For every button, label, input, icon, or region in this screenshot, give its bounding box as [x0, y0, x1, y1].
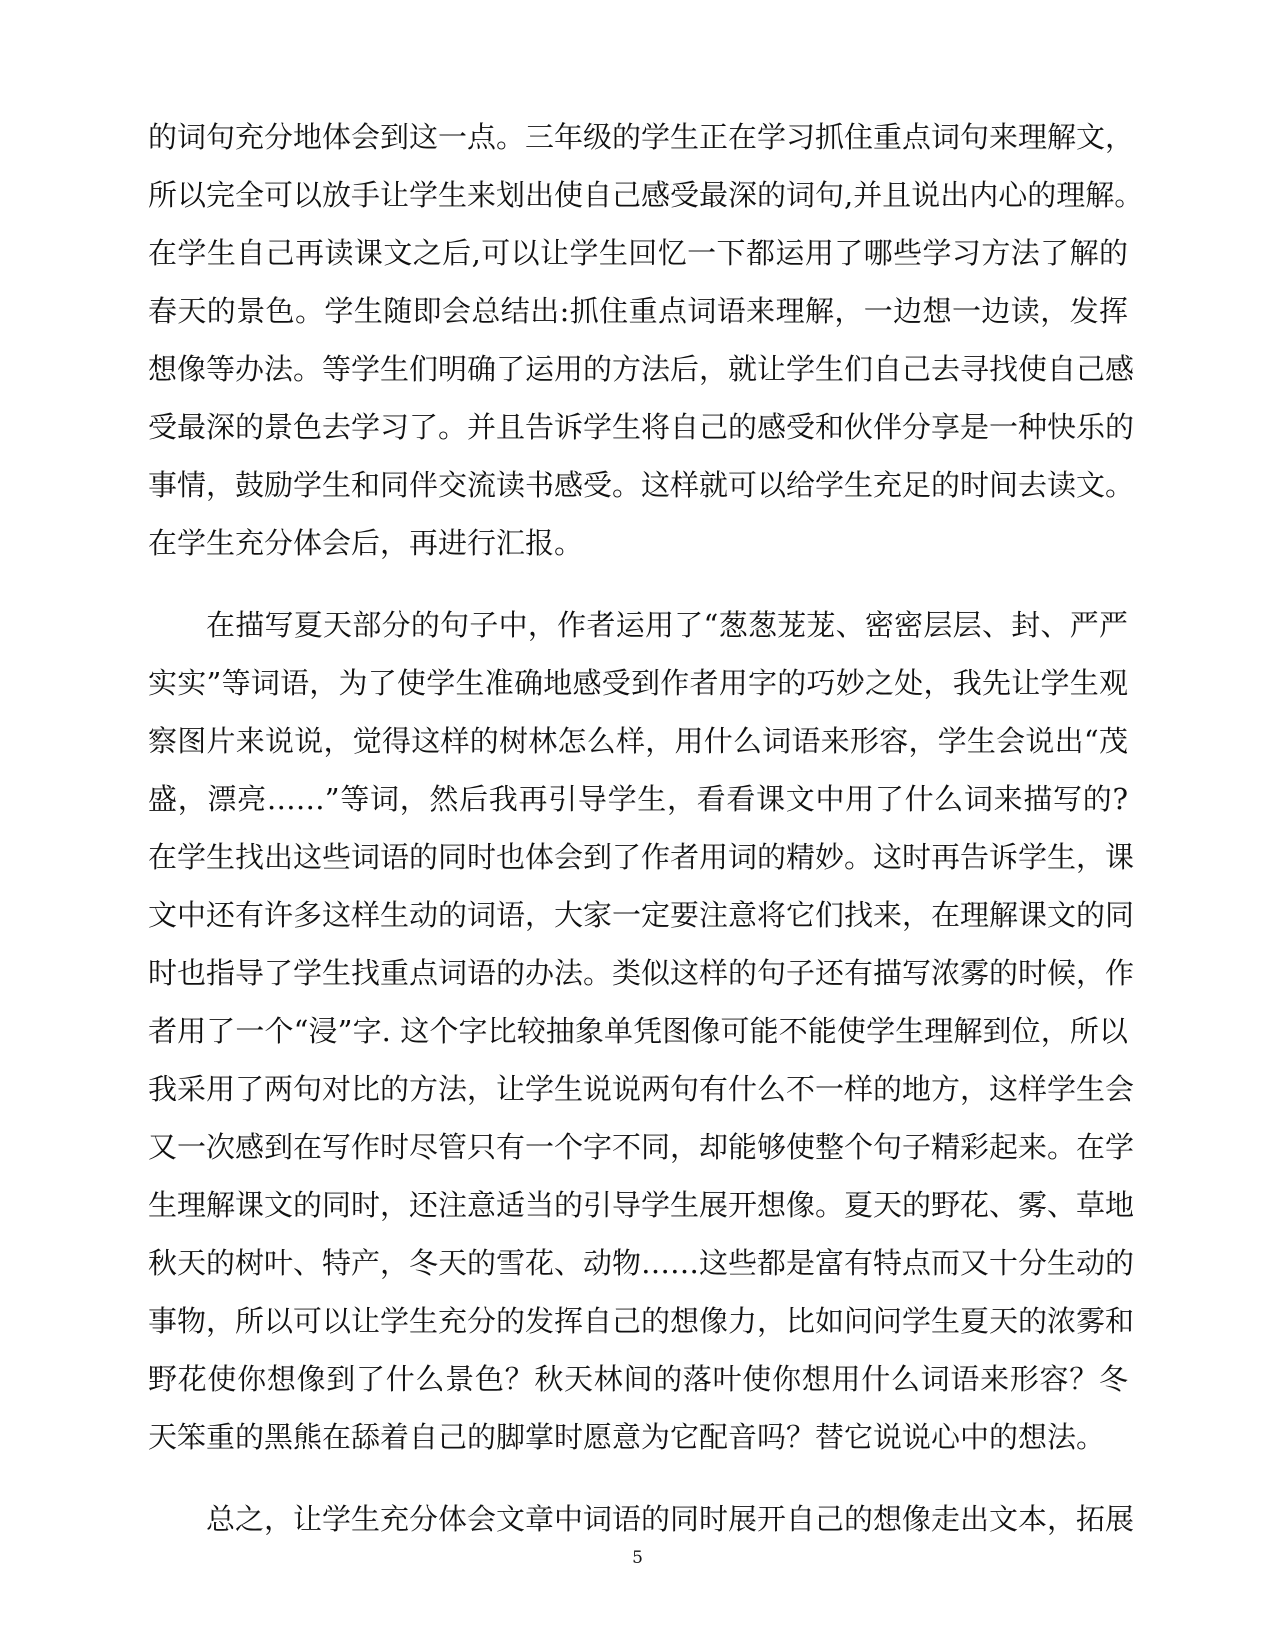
paragraph-spacer — [148, 572, 1128, 596]
text-line: 在学生自己再读课文之后,可以让学生回忆一下都运用了哪些学习方法了解的 — [148, 236, 1128, 270]
text-line: 野花使你想像到了什么景色？秋天林间的落叶使你想用什么词语来形容？冬 — [148, 1362, 1128, 1396]
text-line: 我采用了两句对比的方法，让学生说说两句有什么不一样的地方，这样学生会 — [148, 1072, 1135, 1106]
text-line: 盛，漂亮……”等词，然后我再引导学生，看看课文中用了什么词来描写的? — [148, 782, 1128, 816]
text-line: 在学生充分体会后，再进行汇报。 — [148, 526, 584, 560]
text-line: 文中还有许多这样生动的词语，大家一定要注意将它们找来，在理解课文的同 — [148, 898, 1135, 932]
text-line: 所以完全可以放手让学生来划出使自己感受最深的词句,并且说出内心的理解。 — [148, 178, 1144, 212]
paragraph-3 — [148, 1490, 1135, 1548]
text-line: 天笨重的黑熊在舔着自己的脚掌时愿意为它配音吗？替它说说心中的想法。 — [148, 1420, 1106, 1454]
text-line: 时也指导了学生找重点词语的办法。类似这样的句子还有描写浓雾的时候，作 — [148, 956, 1135, 990]
text-line: 又一次感到在写作时尽管只有一个字不同，却能够使整个句子精彩起来。在学 — [148, 1130, 1135, 1164]
paragraph-2 — [148, 596, 1135, 1466]
text-line: 想像等办法。等学生们明确了运用的方法后，就让学生们自己去寻找使自己感 — [148, 352, 1135, 386]
text-line: 在学生找出这些词语的同时也体会到了作者用词的精妙。这时再告诉学生，课 — [148, 840, 1135, 874]
text-line: 的词句充分地体会到这一点。三年级的学生正在学习抓住重点词句来理解文， — [148, 120, 1135, 154]
text-line: 实实”等词语，为了使学生准确地感受到作者用字的巧妙之处，我先让学生观 — [148, 666, 1128, 700]
text-line: 事情，鼓励学生和同伴交流读书感受。这样就可以给学生充足的时间去读文。 — [148, 468, 1135, 502]
body-text — [148, 108, 1144, 1548]
text-line: 在描写夏天部分的句子中，作者运用了“葱葱茏茏、密密层层、封、严严 — [206, 608, 1128, 642]
text-line: 事物，所以可以让学生充分的发挥自己的想像力，比如问问学生夏天的浓雾和 — [148, 1304, 1135, 1338]
text-line: 生理解课文的同时，还注意适当的引导学生展开想像。夏天的野花、雾、草地 — [148, 1188, 1135, 1222]
text-line: 受最深的景色去学习了。并且告诉学生将自己的感受和伙伴分享是一种快乐的 — [148, 410, 1135, 444]
text-line: 总之，让学生充分体会文章中词语的同时展开自己的想像走出文本，拓展 — [206, 1502, 1135, 1536]
page-number: 5 — [632, 1548, 643, 1568]
text-line: 秋天的树叶、特产，冬天的雪花、动物……这些都是富有特点而又十分生动的 — [148, 1246, 1135, 1280]
paragraph-1 — [148, 108, 1144, 572]
text-line: 者用了一个“浸”字. 这个字比较抽象单凭图像可能不能使学生理解到位，所以 — [148, 1014, 1128, 1048]
paragraph-spacer — [148, 1466, 1128, 1490]
text-line: 春天的景色。学生随即会总结出:抓住重点词语来理解，一边想一边读，发挥 — [148, 294, 1128, 328]
text-line: 察图片来说说，觉得这样的树林怎么样，用什么词语来形容，学生会说出“茂 — [148, 724, 1128, 758]
